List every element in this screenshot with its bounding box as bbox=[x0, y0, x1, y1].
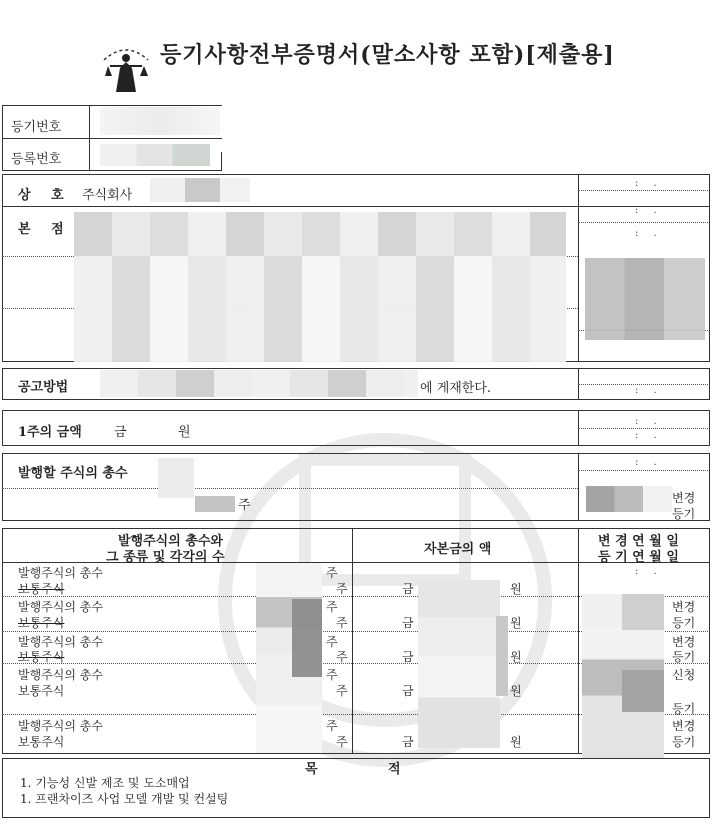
unit-share: 주 bbox=[326, 719, 338, 733]
prefix-gold: 금 bbox=[402, 616, 414, 630]
date-dots: : . bbox=[635, 457, 663, 468]
share-price-unit: 원 bbox=[178, 425, 191, 440]
redacted-office-date bbox=[585, 258, 705, 340]
purpose-header-left: 목 bbox=[305, 762, 318, 777]
date-dots: : . bbox=[635, 566, 663, 577]
unit-share: 주 bbox=[326, 635, 338, 649]
date-dots: : . bbox=[635, 416, 663, 427]
unit-share: 주 bbox=[326, 668, 338, 682]
redacted-registration-number bbox=[100, 107, 220, 135]
date-dots: : . bbox=[635, 228, 663, 239]
business-number-label: 등록번호 bbox=[11, 152, 62, 167]
notice-method-label: 공고방법 bbox=[18, 380, 69, 395]
purpose-item: 1. 기능성 신발 제조 및 도소매업 bbox=[20, 776, 190, 790]
unit-won: 원 bbox=[510, 684, 522, 698]
row-total-shares: 발행주식의 총수 bbox=[18, 635, 103, 649]
row-common-shares: 보통주식 bbox=[18, 582, 65, 596]
unit-won: 원 bbox=[510, 582, 522, 596]
status-registered: 등기 bbox=[672, 616, 696, 630]
row-total-shares: 발행주식의 총수 bbox=[18, 668, 103, 682]
row-common-shares: 보통주식 bbox=[18, 735, 65, 749]
status-change: 변경 bbox=[672, 719, 696, 733]
status-registered: 등기 bbox=[672, 702, 696, 716]
table-header-change-date: 변 경 연 월 일 bbox=[598, 534, 679, 549]
head-office-label: 본 점 bbox=[18, 222, 72, 237]
row-common-shares: 보통주식 bbox=[18, 650, 65, 664]
unit-share: 주 bbox=[336, 616, 348, 630]
unit-share: 주 bbox=[326, 566, 338, 580]
status-registered: 등기 bbox=[672, 650, 696, 664]
row-common-shares: 보통주식 bbox=[18, 684, 65, 698]
prefix-gold: 금 bbox=[402, 582, 414, 596]
notice-method-tail: 에 게재한다. bbox=[420, 381, 492, 396]
prefix-gold: 금 bbox=[402, 684, 414, 698]
row-total-shares: 발행주식의 총수 bbox=[18, 600, 103, 614]
court-emblem-icon bbox=[96, 32, 156, 94]
row-common-shares: 보통주식 bbox=[18, 616, 65, 630]
redacted-newspaper-name bbox=[100, 370, 418, 397]
unit-won: 원 bbox=[510, 616, 522, 630]
redacted-capital-amounts bbox=[418, 580, 500, 748]
status-apply: 신청 bbox=[672, 668, 696, 682]
unit-share: 주 bbox=[336, 735, 348, 749]
table-header-registration-date: 등 기 연 월 일 bbox=[598, 550, 679, 565]
unit-won: 원 bbox=[510, 735, 522, 749]
unit-share: 주 bbox=[336, 582, 348, 596]
redacted-authorized-date bbox=[586, 486, 672, 512]
redacted-business-number bbox=[100, 144, 210, 166]
share-price-prefix: 금 bbox=[114, 425, 127, 440]
table-header-issued-l2: 그 종류 및 각각의 수 bbox=[106, 550, 225, 565]
prefix-gold: 금 bbox=[402, 735, 414, 749]
unit-share: 주 bbox=[336, 684, 348, 698]
table-header-issued-l1: 발행주식의 총수와 bbox=[118, 534, 223, 549]
authorized-shares-label: 발행할 주식의 총수 bbox=[18, 466, 128, 481]
purpose-item: 1. 프랜차이즈 사업 모델 개발 및 컨설팅 bbox=[20, 792, 229, 806]
prefix-gold: 금 bbox=[402, 650, 414, 664]
date-dots: : . bbox=[635, 430, 663, 441]
share-price-label: 1주의 금액 bbox=[18, 425, 82, 440]
unit-won: 원 bbox=[510, 650, 522, 664]
status-change: 변경 bbox=[672, 600, 696, 614]
status-change: 변경 bbox=[672, 635, 696, 649]
row-total-shares: 발행주식의 총수 bbox=[18, 566, 103, 580]
unit-share: 주 bbox=[326, 600, 338, 614]
status-registered: 등기 bbox=[672, 735, 696, 749]
company-name-label: 상 호 bbox=[18, 188, 72, 203]
unit-share: 주 bbox=[336, 650, 348, 664]
date-dots: : . bbox=[635, 385, 663, 396]
row-total-shares: 발행주식의 총수 bbox=[18, 719, 103, 733]
redacted-authorized-shares bbox=[158, 458, 194, 498]
status-registered: 등기 bbox=[672, 507, 696, 521]
document-title: 등기사항전부증명서(말소사항 포함)[제출용] bbox=[160, 42, 615, 68]
table-header-capital: 자본금의 액 bbox=[424, 542, 492, 557]
registration-number-label: 등기번호 bbox=[11, 120, 62, 135]
company-name-prefix: 주식회사 bbox=[82, 188, 133, 203]
date-dots: : . bbox=[635, 178, 663, 189]
redacted-company-name bbox=[150, 178, 250, 202]
authorized-shares-unit: 주 bbox=[238, 498, 251, 513]
date-dots: : . bbox=[635, 205, 663, 216]
status-change: 변경 bbox=[672, 491, 696, 505]
purpose-header-right: 적 bbox=[388, 762, 401, 777]
